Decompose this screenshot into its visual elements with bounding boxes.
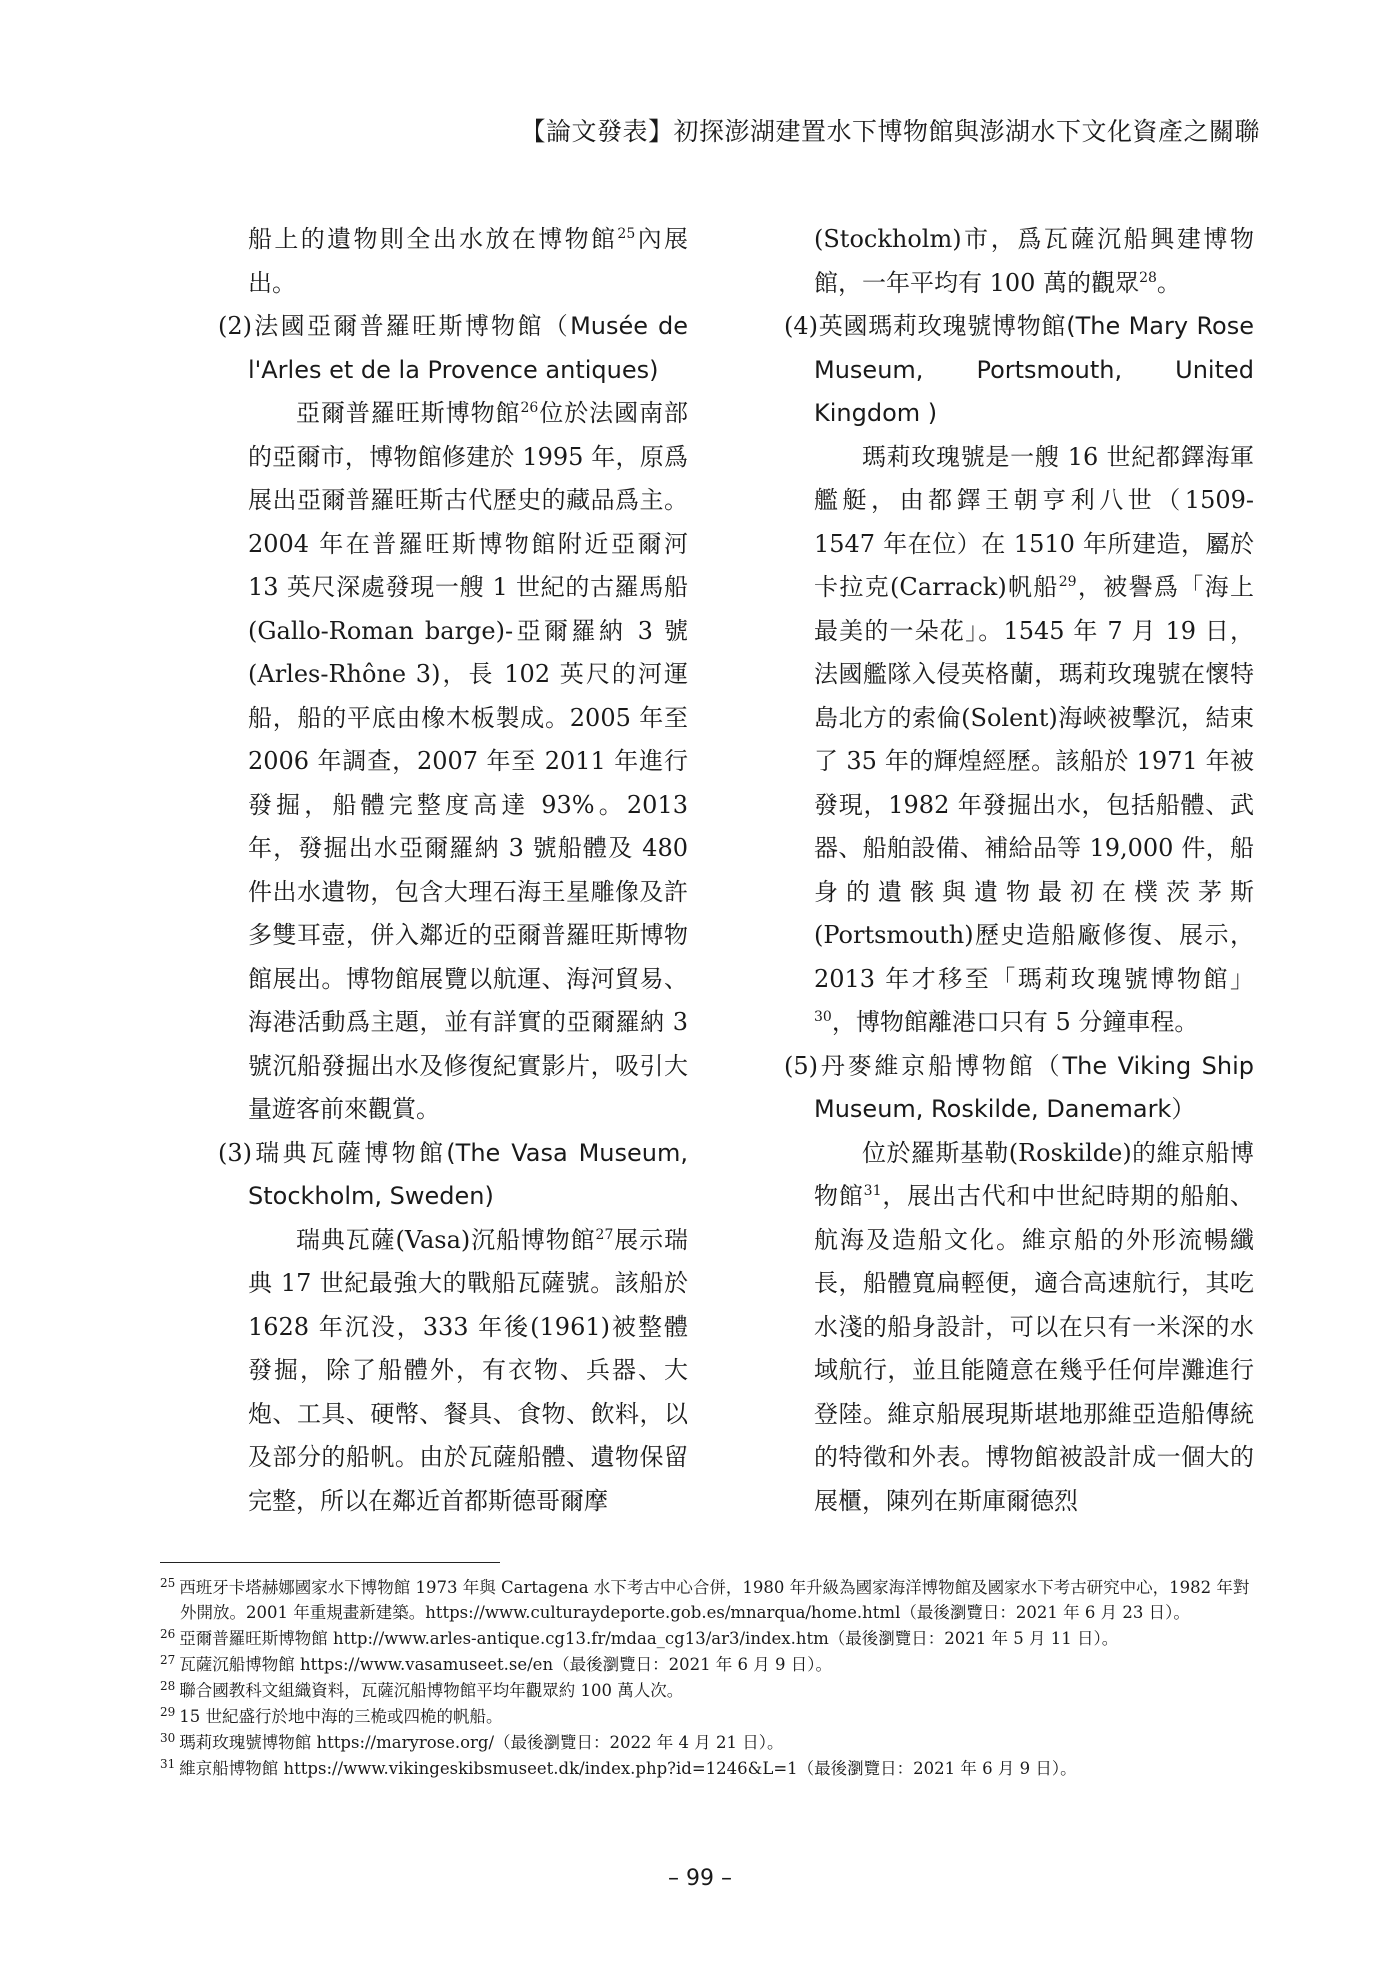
footnote-ref[interactable]: 30 bbox=[814, 1009, 832, 1025]
footnote: $^{30}$ 瑪莉玫瑰號博物館 https://maryrose.org/（最後瀏覽日：2022 年 4 月 21 日）。 bbox=[160, 1730, 784, 1752]
paragraph: 船上的遺物則全出水放在博物館$^{25}$內展出。 bbox=[248, 225, 689, 297]
section-heading: (2)法國亞爾普羅旺斯博物館（Musée de l'Arles et de la Provence antiques) bbox=[218, 312, 688, 384]
footnote-ref[interactable]: 25 bbox=[617, 226, 636, 242]
paragraph: 瑪莉玫瑰號是一艘 16 世紀都鐸海軍艦艇，由都鐸王朝亨利八世（1509-1547 年在位）在 1510 年所建造，屬於卡拉克(Carrack)帆船$^{29}$，被譽爲「海上最美的一朵花」。1545 年 7 月 19 日，法國艦隊入侵英格蘭，瑪莉玫瑰號在懷特島北方的索倫(Solent)海峽被擊沉，結束了 35 年的輝煌經歷。該船於 1971 年被發現，1982 年發掘出水，包括船體、武器、船舶設備、補給品等 19,000 件，船身的遺骸與遺物最初在樸茨茅斯(Portsmouth)歷史造船廠修復、展示，2013 年才移至「瑪莉玫瑰號博物館」$^{30}$，博物館離港口只有 5 分鐘車程。 bbox=[814, 442, 1255, 1036]
footnote: $^{27}$ 瓦薩沉船博物館 https://www.vasamuseet.se/en（最後瀏覽日：2021 年 6 月 9 日）。 bbox=[160, 1652, 833, 1674]
right-column bbox=[784, 218, 1254, 1523]
footnote-divider bbox=[160, 1562, 500, 1563]
page-number: – 99 – bbox=[668, 1866, 732, 1891]
paragraph: 位於羅斯基勒(Roskilde)的維京船博物館$^{31}$，展出古代和中世紀時期的船舶、航海及造船文化。維京船的外形流暢纖長，船體寬扁輕便，適合高速航行，其吃水淺的船身設計，可以在只有一米深的水域航行，並且能隨意在幾乎任何岸灘進行登陸。維京船展現斯堪地那維亞造船傳統的特徵和外表。博物館被設計成一個大的展櫃，陳列在斯庫爾德烈 bbox=[814, 1138, 1255, 1515]
footnotes bbox=[160, 1562, 1260, 1782]
paragraph: (Stockholm)市，爲瓦薩沉船興建博物館，一年平均有 100 萬的觀眾$^{28}$。 bbox=[814, 225, 1254, 297]
footnote: $^{26}$ 亞爾普羅旺斯博物館 http://www.arles-antique.cg13.fr/mdaa_cg13/ar3/index.htm（最後瀏覽日：2021 年 5 月 11 日）。 bbox=[160, 1626, 1119, 1648]
running-header: 【論文發表】初探澎湖建置水下博物館與澎湖水下文化資產之關聯 bbox=[520, 117, 1260, 146]
paragraph: 亞爾普羅旺斯博物館$^{26}$位於法國南部的亞爾市，博物館修建於 1995 年，原爲展出亞爾普羅旺斯古代歷史的藏品爲主。2004 年在普羅旺斯博物館附近亞爾河 13 英尺深處發現一艘 1 世紀的古羅馬船(Gallo-Roman barge)-亞爾羅納 3 號(Arles-Rhône 3)，長 102 英尺的河運船，船的平底由橡木板製成。2005 年至 2006 年調查，2007 年至 2011 年進行發掘，船體完整度高達 93%。2013 年，發掘出水亞爾羅納 3 號船體及 480 件出水遺物，包含大理石海王星雕像及許多雙耳壺，併入鄰近的亞爾普羅旺斯博物館展出。博物館展覽以航運、海河貿易、海港活動爲主題，並有詳實的亞爾羅納 3 號沉船發掘出水及修復紀實影片，吸引大量遊客前來觀賞。 bbox=[248, 399, 689, 1123]
footnote-ref[interactable]: 27 bbox=[595, 1226, 614, 1243]
left-column bbox=[218, 218, 688, 1523]
footnote: $^{31}$ 維京船博物館 https://www.vikingeskibsmuseet.dk/index.php?id=1246&L=1（最後瀏覽日：2021 年 6 月 9 日）。 bbox=[160, 1756, 1077, 1778]
footnote-ref[interactable]: 29 bbox=[1058, 574, 1077, 590]
section-heading: (5)丹麥維京船博物館（The Viking Ship Museum, Roskilde, Danemark） bbox=[784, 1051, 1255, 1123]
footnote-ref[interactable]: 28 bbox=[1139, 269, 1157, 286]
section-heading: (4)英國瑪莉玫瑰號博物館(The Mary Rose Museum, Portsmouth, United Kingdom ) bbox=[784, 312, 1255, 427]
paragraph: 瑞典瓦薩(Vasa)沉船博物館$^{27}$展示瑞典 17 世紀最強大的戰船瓦薩號。該船於 1628 年沉没，333 年後(1961)被整體發掘，除了船體外，有衣物、兵器、大炮、工具、硬幣、餐具、食物、飲料，以及部分的船帆。由於瓦薩船體、遺物保留完整，所以在鄰近首都斯德哥爾摩 bbox=[248, 1225, 688, 1515]
section-heading: (3)瑞典瓦薩博物館(The Vasa Museum, Stockholm, Sweden) bbox=[218, 1138, 689, 1210]
footnote: $^{25}$ 西班牙卡塔赫娜國家水下博物館 1973 年與 Cartagena 水下考古中心合併，1980 年升級為國家海洋博物館及國家水下考古研究中心，1982 年對外開放。2001 年重規畫新建築。https://www.culturaydeporte.gob.es/mnarqua/home.html（最後瀏覽日：2021 年 6 月 23 日）。 bbox=[160, 1575, 1250, 1622]
footnote-ref[interactable]: 31 bbox=[863, 1183, 882, 1199]
footnote: $^{28}$ 聯合國教科文組織資料，瓦薩沉船博物館平均年觀眾約 100 萬人次。 bbox=[160, 1678, 684, 1700]
footnote: $^{29}$ 15 世紀盛行於地中海的三桅或四桅的帆船。 bbox=[160, 1704, 503, 1726]
footnote-ref[interactable]: 26 bbox=[520, 400, 539, 416]
